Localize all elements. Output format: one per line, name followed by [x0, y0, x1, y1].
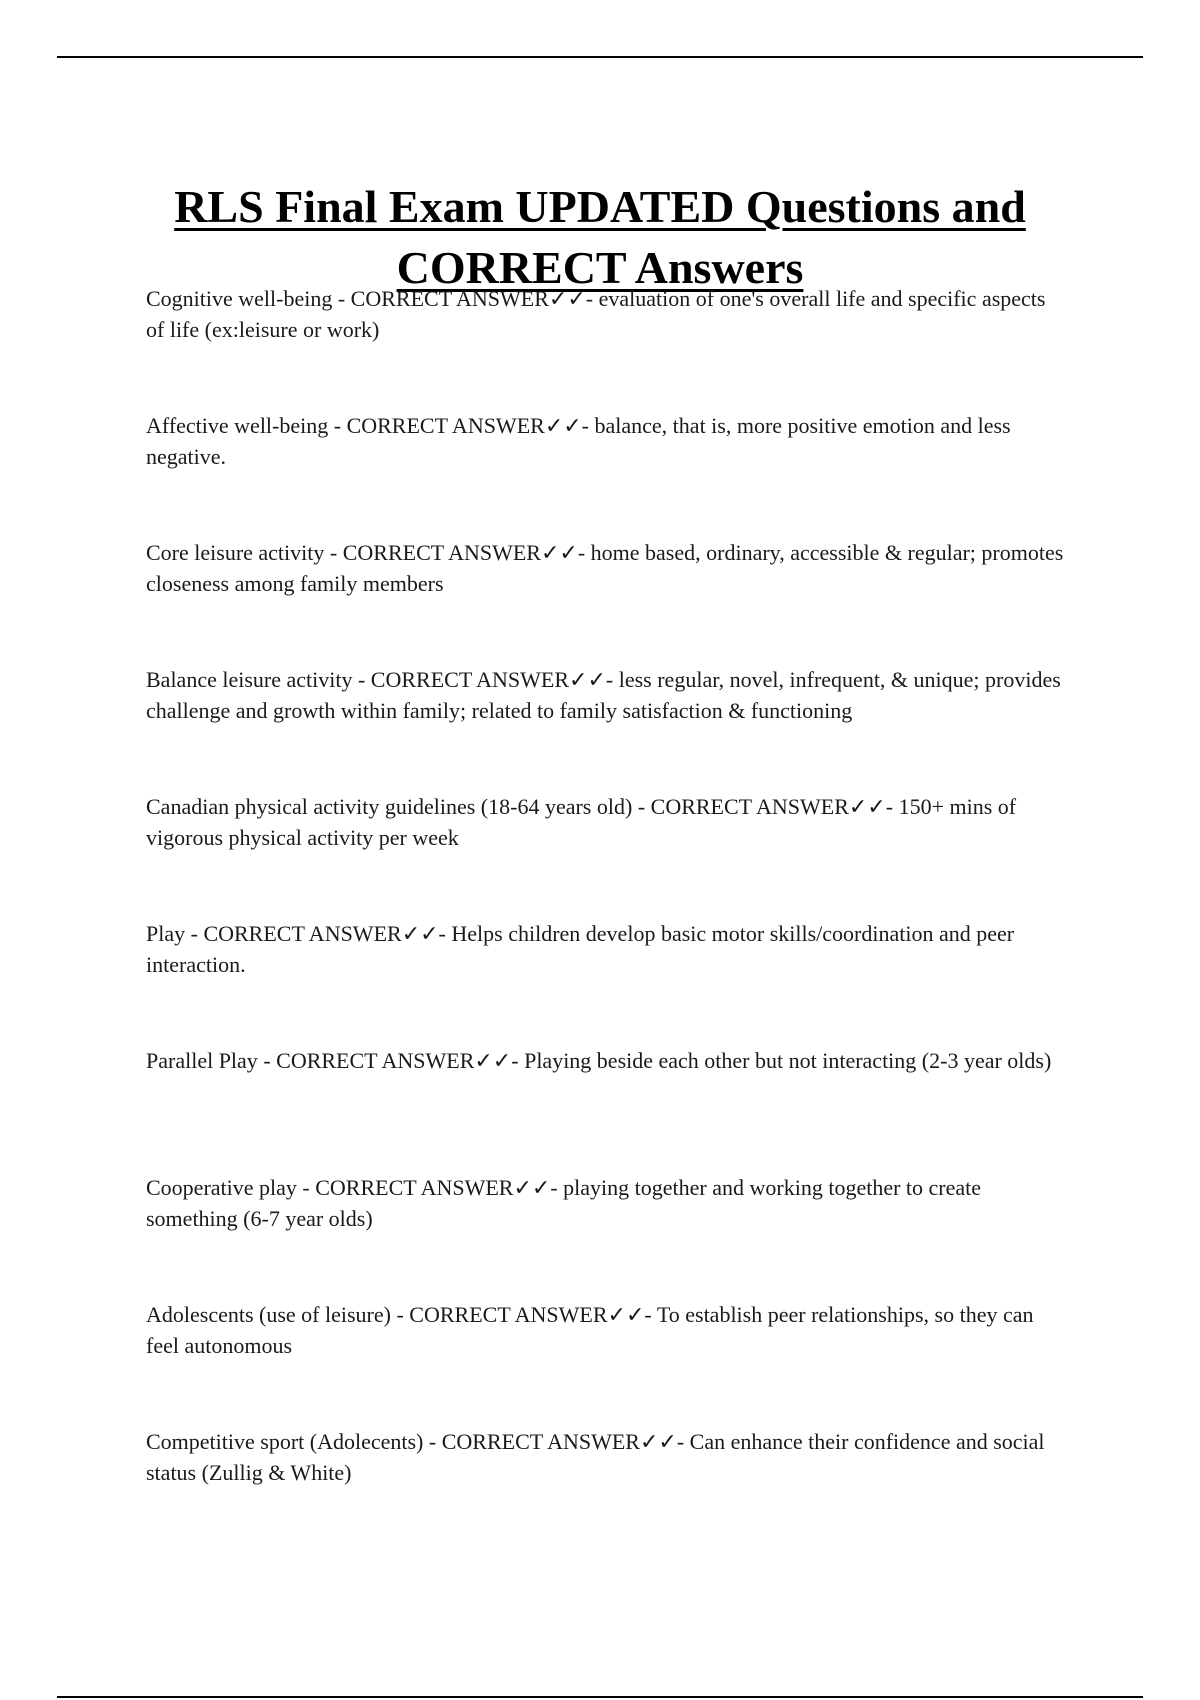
correct-answer-marker: - CORRECT ANSWER✓✓- — [352, 667, 619, 692]
qa-term: Balance leisure activity — [146, 667, 353, 692]
qa-item — [146, 1172, 1066, 1299]
qa-item — [146, 791, 1066, 918]
qa-answer: Can enhance their confidence and social status (Zullig & White) — [146, 1429, 1045, 1485]
qa-item — [146, 1045, 1066, 1172]
qa-term: Adolescents (use of leisure) — [146, 1302, 391, 1327]
correct-answer-marker: - CORRECT ANSWER✓✓- — [423, 1429, 690, 1454]
qa-term: Competitive sport (Adolecents) — [146, 1429, 424, 1454]
qa-answer: Playing beside each other but not interacting (2-3 year olds) — [524, 1048, 1052, 1073]
qa-item — [146, 410, 1066, 537]
qa-list — [146, 283, 1066, 1553]
correct-answer-marker: - CORRECT ANSWER✓✓- — [332, 286, 599, 311]
qa-item — [146, 1426, 1066, 1553]
qa-item — [146, 537, 1066, 664]
qa-item — [146, 283, 1066, 410]
qa-term: Canadian physical activity guidelines (18-64 years old) — [146, 794, 633, 819]
title-line-2: CORRECT Answers — [396, 241, 804, 293]
qa-term: Cognitive well-being — [146, 286, 333, 311]
qa-answer: balance, that is, more positive emotion and less negative. — [146, 413, 1011, 469]
qa-term: Cooperative play — [146, 1175, 297, 1200]
correct-answer-marker: - CORRECT ANSWER✓✓- — [632, 794, 899, 819]
correct-answer-marker: - CORRECT ANSWER✓✓- — [324, 540, 591, 565]
qa-answer: 150+ mins of vigorous physical activity per week — [146, 794, 1017, 850]
qa-answer: To establish peer relationships, so they can feel autonomous — [146, 1302, 1034, 1358]
qa-item — [146, 1299, 1066, 1426]
correct-answer-marker: - CORRECT ANSWER✓✓- — [390, 1302, 657, 1327]
correct-answer-marker: - CORRECT ANSWER✓✓- — [296, 1175, 564, 1200]
top-rule — [57, 56, 1143, 58]
qa-answer: evaluation of one's overall life and specific aspects of life (ex:leisure or work) — [146, 286, 1046, 342]
qa-term: Parallel Play — [146, 1048, 258, 1073]
qa-term: Play — [146, 921, 186, 946]
qa-answer: playing together and working together to create something (6-7 year olds) — [146, 1175, 982, 1231]
correct-answer-marker: - CORRECT ANSWER✓✓- — [185, 921, 452, 946]
qa-item — [146, 918, 1066, 1045]
page-title — [100, 176, 1100, 298]
correct-answer-marker: - CORRECT ANSWER✓✓- — [257, 1048, 525, 1073]
qa-term: Affective well-being — [146, 413, 329, 438]
correct-answer-marker: - CORRECT ANSWER✓✓- — [328, 413, 595, 438]
qa-answer: Helps children develop basic motor skills/coordination and peer interaction. — [146, 921, 1015, 977]
title-line-1: RLS Final Exam UPDATED Questions and — [174, 180, 1026, 232]
qa-answer: home based, ordinary, accessible & regular; promotes closeness among family members — [146, 540, 1064, 596]
qa-term: Core leisure activity — [146, 540, 325, 565]
qa-item — [146, 664, 1066, 791]
qa-answer: less regular, novel, infrequent, & unique; provides challenge and growth within family; related to family satisfaction & functioning — [146, 667, 1061, 723]
bottom-rule — [57, 1696, 1143, 1698]
